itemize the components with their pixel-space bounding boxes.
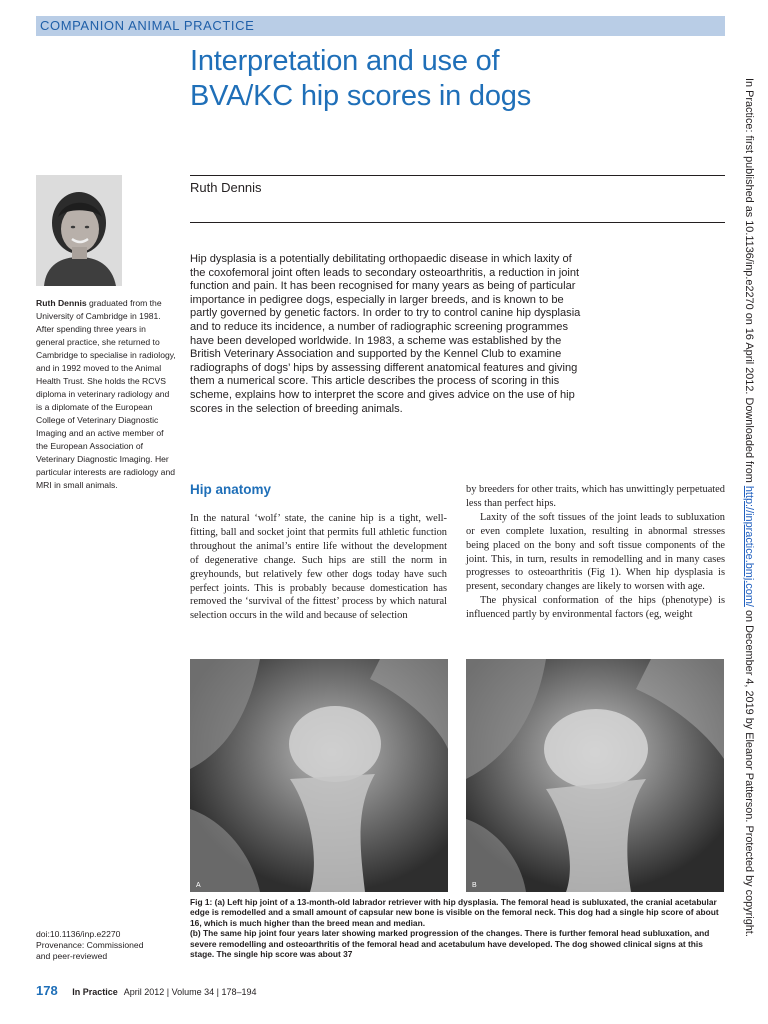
section-heading: Hip anatomy xyxy=(190,482,272,497)
sidebar-link[interactable]: http://inpractice.bmj.com/ xyxy=(743,485,755,607)
author-name: Ruth Dennis xyxy=(190,180,262,195)
body-column-right xyxy=(466,483,725,622)
doi-line: doi:10.1136/inp.e2270 xyxy=(36,929,121,939)
journal-name: In Practice xyxy=(72,987,118,997)
body-paragraph: The physical conformation of the hips (phenotype) is influenced partly by environmental factors (eg, weight xyxy=(466,595,725,621)
caption-b: (b) The same hip joint four years later showing marked progression of the changes. There is further femoral head subluxation, and severe remodelling and osteoarthritis of the femoral head and acetabulum have developed. The dog showed clinical signs at this stage. The single hip score was about 37 xyxy=(190,928,710,960)
title-line-2: BVA/KC hip scores in dogs xyxy=(190,80,532,112)
sidebar-prefix: In Practice: first published as 10.1136/inp.e2270 on 16 April 2012. Downloaded from xyxy=(743,78,755,486)
title-line-1: Interpretation and use of xyxy=(190,45,500,77)
xray-b-image xyxy=(466,659,724,892)
bio-text: graduated from the University of Cambridge in 1981. After spending three years in general practice, she returned to Cambridge to specialise in radiology, and in 1992 moved to the Animal Health Trust. She holds the RCVS diploma in veterinary radiology and is a diplomate of the European College of Veterinary Diagnostic Imaging and an active member of the European Association of Veterinary Diagnostic Imaging. Her particular interests are radiology and MRI in small animals. xyxy=(36,298,176,490)
radiograph-a xyxy=(190,659,448,892)
sidebar-suffix: on December 4, 2019 by Eleanor Patterson. Protected by copyright. xyxy=(743,606,755,937)
body-paragraph: Laxity of the soft tissues of the joint leads to subluxation or even complete luxation, resulting in abnormal stresses being placed on the bony and soft tissue components of the joint. This, in turn, results in remodelling and in many cases progresses to osteoarthritis (Fig 1). When hip dysplasia is present, secondary changes are likely to worsen with age. xyxy=(466,511,725,593)
article-metadata xyxy=(36,929,176,962)
section-header: COMPANION ANIMAL PRACTICE xyxy=(36,16,725,36)
xray-a-image xyxy=(190,659,448,892)
body-paragraph: by breeders for other traits, which has unwittingly perpetuated less than perfect hips. xyxy=(466,484,725,509)
rule-author xyxy=(190,222,725,223)
portrait-illustration xyxy=(36,175,122,286)
page-number: 178 xyxy=(36,983,58,998)
author-photo xyxy=(36,175,122,286)
issue-info: April 2012 | Volume 34 | 178–194 xyxy=(123,987,257,997)
body-paragraph: In the natural ‘wolf’ state, the canine hip is a tight, well-fitting, ball and socket joint that permits full athletic function throughout the animal’s entire life without the development of degenerative change. Such hips are still the norm in greyhounds, but relatively few other dogs today have such perfect joints. This is probably because domestication has removed the ‘survival of the fittest’ process by which natural selection occurs in the wild and because of selection xyxy=(190,513,447,622)
author-bio xyxy=(36,297,176,492)
figure-label-b: B xyxy=(472,882,477,889)
review-line: and peer-reviewed xyxy=(36,951,108,961)
copyright-sidebar xyxy=(738,78,762,958)
body-column-left xyxy=(190,482,447,623)
rule-top xyxy=(190,175,725,176)
article-title xyxy=(190,44,710,114)
sidebar-text xyxy=(738,78,758,958)
page-footer xyxy=(36,983,257,998)
provenance-line: Provenance: Commissioned xyxy=(36,940,144,950)
caption-a: Fig 1: (a) Left hip joint of a 13-month-old labrador retriever with hip dysplasia. The femoral head is subluxated, the cranial acetabular edge is remodelled and a small amount of capsular new bone is visible on the femoral neck. This dog had a single hip score of about 16, which is much higher than the breed mean and median. xyxy=(190,897,719,928)
abstract: Hip dysplasia is a potentially debilitating orthopaedic disease in which laxity of the coxofemoral joint often leads to secondary osteoarthritis, a reduction in joint function and pain. It has been recognised for many years as being of particular importance in pedigree dogs, especially in larger breeds, and is known to be partly governed by genetic factors. In order to try to control canine hip dysplasia and to reduce its incidence, a number of radiographic screening programmes have been developed worldwide. In 1983, a scheme was established by the British Veterinary Association and supported by the Kennel Club to examine radiographs of dogs’ hips by assessing different anatomical features and giving them a numerical score. This article describes the process of scoring in this scheme, explains how to interpret the score and gives advice on the use of hip scores in the selection of breeding animals. xyxy=(190,253,581,415)
radiograph-b xyxy=(466,659,724,892)
figure-label-a: A xyxy=(196,882,201,889)
bio-name: Ruth Dennis xyxy=(36,298,87,308)
figure-caption xyxy=(190,897,725,959)
